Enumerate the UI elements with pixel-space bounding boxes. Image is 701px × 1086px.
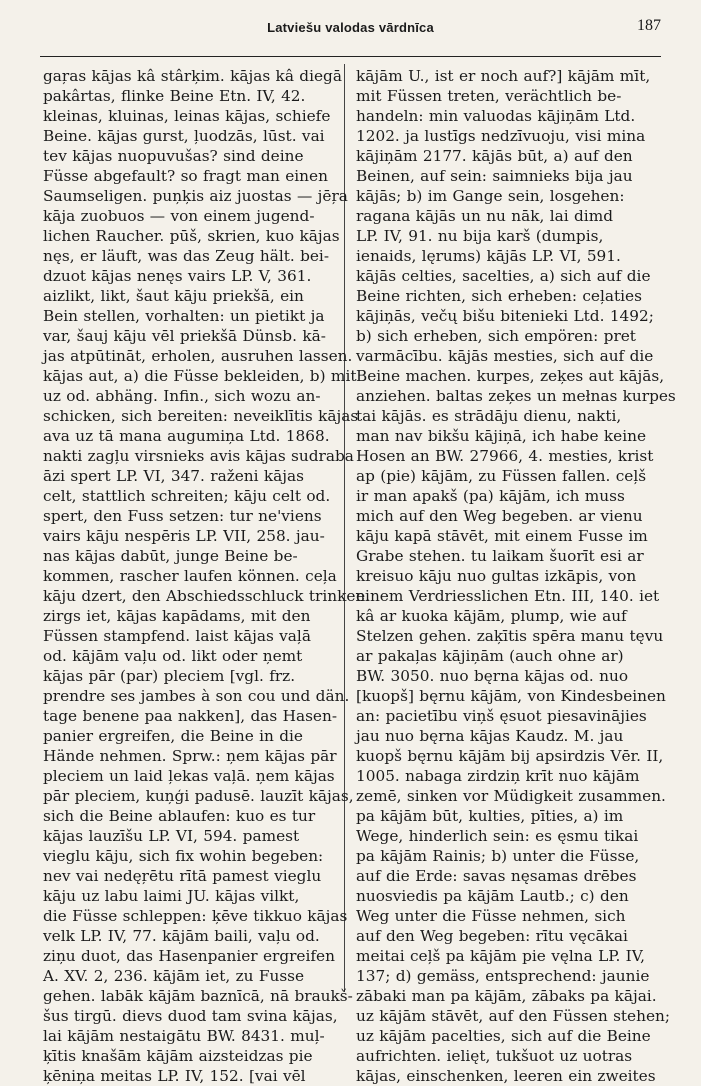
text-line: Füsse abgefault? so fragt man einen <box>43 167 328 185</box>
text-line: kāju dzert, den Abschiedsschluck trinken. <box>43 587 371 605</box>
text-line: Beine. kājas gurst, ļuodzās, lūst. vai <box>43 127 325 145</box>
text-line: LP. IV, 91. nu bija karš (dumpis, <box>356 227 604 245</box>
text-line: Saumseligen. puņķis aiz juostas — jēŗa <box>43 187 348 205</box>
running-head: Latviešu valodas vārdnīca <box>267 20 434 35</box>
text-line: gaŗas kājas kâ stârķim. kājas kâ diegā <box>43 67 342 85</box>
text-line: prendre ses jambes à son cou und dän. <box>43 687 350 705</box>
text-line: Hosen an BW. 27966, 4. mesties, krist <box>356 447 654 465</box>
text-line: zirgs iet, kājas kapādams, mit den <box>43 607 311 625</box>
text-line: kommen, rascher laufen können. ceļa <box>43 567 337 585</box>
text-line: A. XV. 2, 236. kājām iet, zu Fusse <box>43 967 305 985</box>
text-line: sich die Beine ablaufen: kuo es tur <box>43 807 316 825</box>
right-column <box>356 66 676 1086</box>
page-number: 187 <box>637 17 661 34</box>
text-line: jau nuo bęrna kājas Kaudz. M. jau <box>356 727 624 745</box>
text-line: auf die Erde: savas nęsamas drēbes <box>356 867 637 885</box>
text-line: kleinas, kluinas, leinas kājas, schiefe <box>43 107 331 125</box>
text-line: kāju uz labu laimi JU. kājas vilkt, <box>43 887 300 905</box>
text-line: vieglu kāju, sich fix wohin begeben: <box>43 847 324 865</box>
text-line: tage benene paa nakken], das Hasen- <box>43 707 337 725</box>
text-line: kreisuo kāju nuo gultas izkāpis, von <box>356 567 637 585</box>
text-line: od. kājām vaļu od. likt oder ņemt <box>43 647 303 665</box>
text-line: kāju kapā stāvēt, mit einem Fusse im <box>356 527 648 545</box>
text-line: einem Verdriesslichen Etn. III, 140. iet <box>356 587 660 605</box>
text-line: pa kājām būt, kulties, pīties, a) im <box>356 807 624 825</box>
header-rule <box>40 56 661 57</box>
text-line: dzuot kājas nenęs vairs LP. V, 361. <box>43 267 312 285</box>
text-line: 137; d) gemäss, entsprechend: jaunie <box>356 967 650 985</box>
text-line: aizlikt, likt, šaut kāju priekšā, ein <box>43 287 304 305</box>
text-line: pa kājām Rainis; b) unter die Füsse, <box>356 847 640 865</box>
text-line: Grabe stehen. tu laikam šuorīt esi ar <box>356 547 644 565</box>
text-line: 1202. ja lustīgs nedzīvuoju, visi mina <box>356 127 646 145</box>
text-line: meitai ceļš pa kājām pie vęlna LP. IV, <box>356 947 645 965</box>
text-line: auf den Weg begeben: rītu vęcākai <box>356 927 628 945</box>
text-line: kuopš bęrnu kājām bij apsirdzis Vēr. II, <box>356 747 664 765</box>
text-line: ienaids, lęrums) kājās LP. VI, 591. <box>356 247 621 265</box>
text-line: celt, stattlich schreiten; kāju celt od. <box>43 487 331 505</box>
text-line: šus tirgū. dievs duod tam svina kājas, <box>43 1007 338 1025</box>
text-line: BW. 3050. nuo bęrna kājas od. nuo <box>356 667 629 685</box>
text-line: ķēniņa meitas LP. IV, 152. [vai vēl <box>43 1067 306 1085</box>
text-line: zābaki man pa kājām, zābaks pa kājai. <box>356 987 657 1005</box>
text-line: kājām U., ist er noch auf?] kājām mīt, <box>356 67 651 85</box>
text-line: Wege, hinderlich sein: es ęsmu tikai <box>356 827 639 845</box>
text-line: nęs, er läuft, was das Zeug hält. bei- <box>43 247 329 265</box>
left-column <box>43 66 371 1086</box>
text-line: uz kājām stāvēt, auf den Füssen stehen; <box>356 1007 671 1025</box>
text-line: uz od. abhäng. Infin., sich wozu an- <box>43 387 321 405</box>
text-line: man nav bikšu kājiņā, ich habe keine <box>356 427 647 445</box>
text-line: ragana kājās un nu nāk, lai dimd <box>356 207 613 225</box>
text-line: uz kājām pacelties, sich auf die Beine <box>356 1027 651 1045</box>
text-line: kājas aut, a) die Füsse bekleiden, b) mit <box>43 367 357 385</box>
text-line: kājas, einschenken, leeren ein zweites <box>356 1067 656 1085</box>
text-line: ķītis knašām kājām aizsteidzas pie <box>43 1047 313 1065</box>
text-line: nev vai nedęŗētu rītā pamest vieglu <box>43 867 322 885</box>
text-line: zemē, sinken vor Müdigkeit zusammen. <box>356 787 666 805</box>
text-line: āzi spert LP. VI, 347. raženi kājas <box>43 467 305 485</box>
text-line: kājas lauzīšu LP. VI, 594. pamest <box>43 827 300 845</box>
text-line: 1005. nabaga zirdziņ krīt nuo kājām <box>356 767 640 785</box>
text-line: ar pakaļas kājiņām (auch ohne ar) <box>356 647 624 665</box>
text-line: Beine richten, sich erheben: ceļaties <box>356 287 642 305</box>
text-line: panier ergreifen, die Beine in die <box>43 727 303 745</box>
text-line: die Füsse schleppen: ķēve tikkuo kājas <box>43 907 348 925</box>
text-line: kājās celties, sacelties, a) sich auf die <box>356 267 651 285</box>
text-line: lichen Raucher. pūš, skrien, kuo kājas <box>43 227 340 245</box>
text-line: var, šauj kāju vēl priekšā Dünsb. kā- <box>43 327 326 345</box>
text-line: nakti zagļu virsnieks avis kājas sudraba <box>43 447 354 465</box>
text-line: kâ ar kuoka kājām, plump, wie auf <box>356 607 627 625</box>
text-line: Weg unter die Füsse nehmen, sich <box>356 907 626 925</box>
text-line: kājiņām 2177. kājās būt, a) auf den <box>356 147 633 165</box>
text-line: kājiņās, večų bišu bitenieki Ltd. 1492; <box>356 307 654 325</box>
text-line: lai kājām nestaigātu BW. 8431. muļ- <box>43 1027 325 1045</box>
text-line: Stelzen gehen. zaķītis spēra manu tęvu <box>356 627 664 645</box>
text-line: an: pacietību viņš ęsuot piesavinājies <box>356 707 647 725</box>
text-line: ava uz tā mana augumiņa Ltd. 1868. <box>43 427 330 445</box>
text-line: Füssen stampfend. laist kājas vaļā <box>43 627 311 645</box>
text-line: jas atpūtināt, erholen, ausruhen lassen. <box>43 347 353 365</box>
text-line: kāja zuobuos — von einem jugend- <box>43 207 315 225</box>
text-line: kājās; b) im Gange sein, losgehen: <box>356 187 625 205</box>
text-line: anziehen. baltas zeķes un mełnas kurpes <box>356 387 676 405</box>
text-line: vairs kāju nespēris LP. VII, 258. jau- <box>43 527 325 545</box>
text-line: tai kājās. es strādāju dienu, nakti, <box>356 407 622 425</box>
text-line: ziņu duot, das Hasenpanier ergreifen <box>43 947 335 965</box>
text-line: Beine machen. kurpes, zeķes aut kājās, <box>356 367 665 385</box>
text-line: Bein stellen, vorhalten: un pietikt ja <box>43 307 325 325</box>
text-line: mich auf den Weg begeben. ar vienu <box>356 507 643 525</box>
text-line: nas kājas dabūt, junge Beine be- <box>43 547 298 565</box>
text-line: kājas pār (par) pleciem [vgl. frz. <box>43 667 296 685</box>
text-line: velk LP. IV, 77. kājām baili, vaļu od. <box>43 927 320 945</box>
text-line: nuosviedis pa kājām Lautb.; c) den <box>356 887 629 905</box>
text-line: pakârtas, flinke Beine Etn. IV, 42. <box>43 87 306 105</box>
text-line: schicken, sich bereiten: neveiklītis kājas <box>43 407 359 425</box>
text-line: handeln: min valuodas kājiņām Ltd. <box>356 107 636 125</box>
text-line: ap (pie) kājām, zu Füssen fallen. ceļš <box>356 467 647 485</box>
text-line: b) sich erheben, sich empören: pret <box>356 327 636 345</box>
text-line: spert, den Fuss setzen: tur ne'viens <box>43 507 322 525</box>
text-line: gehen. labāk kājām baznīcā, nā braukš- <box>43 987 353 1005</box>
text-line: ir man apakš (pa) kājām, ich muss <box>356 487 625 505</box>
text-line: varmācību. kājās mesties, sich auf die <box>356 347 654 365</box>
text-line: [kuopš] bęrnu kājām, von Kindesbeinen <box>356 687 666 705</box>
text-line: mit Füssen treten, verächtlich be- <box>356 87 622 105</box>
text-line: tev kājas nuopuvušas? sind deine <box>43 147 304 165</box>
text-line: Hände nehmen. Sprw.: ņem kājas pār <box>43 747 337 765</box>
text-line: pleciem un laid ļekas vaļā. ņem kājas <box>43 767 335 785</box>
text-line: aufrichten. ielięt, tukšuot uz uotras <box>356 1047 633 1065</box>
text-line: Beinen, auf sein: saimnieks bija jau <box>356 167 633 185</box>
text-line: pār pleciem, kuņģi padusē. lauzīt kājas, <box>43 787 354 805</box>
page-header <box>40 10 661 56</box>
